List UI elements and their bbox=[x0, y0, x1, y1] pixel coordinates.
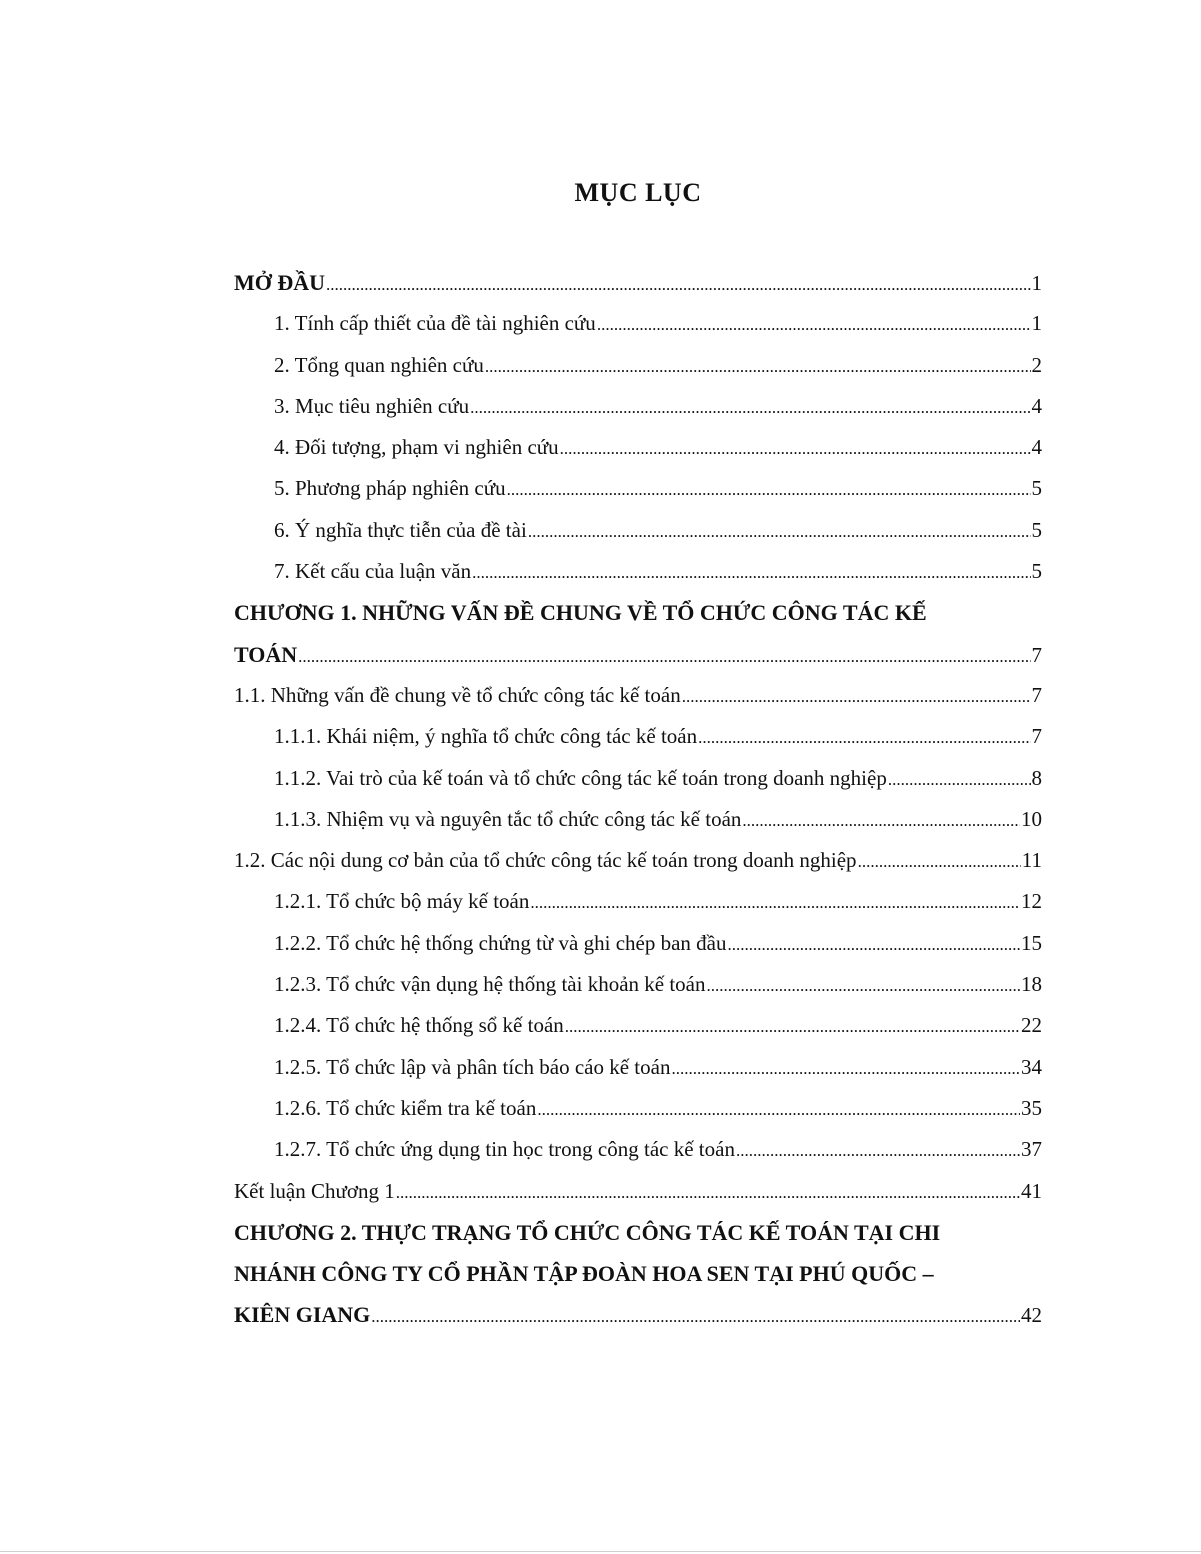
toc-entry[interactable] bbox=[234, 386, 1042, 427]
dot-leader bbox=[371, 1294, 1020, 1337]
toc-entry-text: 4. Đối tượng, phạm vi nghiên cứu bbox=[274, 435, 559, 460]
dot-leader bbox=[472, 551, 1030, 593]
toc-page-number: 5 bbox=[1031, 476, 1042, 501]
toc-entry-text: 1. Tính cấp thiết của đề tài nghiên cứu bbox=[274, 311, 596, 336]
dot-leader bbox=[528, 510, 1031, 552]
toc-entry[interactable] bbox=[234, 1005, 1042, 1046]
toc-entry[interactable] bbox=[234, 345, 1042, 386]
dot-leader bbox=[727, 923, 1020, 965]
toc-entry-text: 1.2.5. Tổ chức lập và phân tích báo cáo kế toán bbox=[274, 1054, 671, 1079]
toc-entry-text: 1.2.6. Tổ chức kiểm tra kế toán bbox=[274, 1095, 537, 1120]
dot-leader bbox=[470, 386, 1030, 428]
toc-entry[interactable] bbox=[234, 468, 1042, 509]
page-bottom-edge bbox=[0, 1551, 1201, 1552]
dot-leader bbox=[537, 1088, 1020, 1130]
toc-entry-text: KIÊN GIANG bbox=[234, 1302, 371, 1328]
toc-entry[interactable] bbox=[234, 716, 1042, 757]
toc-page-number: 5 bbox=[1031, 517, 1042, 542]
dot-leader bbox=[698, 716, 1030, 758]
toc-page-number: 1 bbox=[1031, 271, 1042, 295]
toc-entry[interactable] bbox=[234, 799, 1042, 840]
toc-page-number: 4 bbox=[1031, 393, 1042, 418]
toc-entry[interactable] bbox=[234, 1171, 1042, 1212]
toc-page-number: 1 bbox=[1031, 311, 1042, 336]
toc-entry-text: 1.2.3. Tổ chức vận dụng hệ thống tài khoản kế toán bbox=[274, 972, 706, 997]
dot-leader bbox=[298, 634, 1030, 677]
dot-leader bbox=[507, 468, 1031, 510]
toc-page-number: 18 bbox=[1021, 972, 1042, 997]
dot-leader bbox=[682, 675, 1031, 717]
toc-entry-text: MỞ ĐẦU bbox=[234, 270, 326, 295]
toc-entry[interactable] bbox=[234, 758, 1042, 799]
toc-entry-text: 1.2.2. Tổ chức hệ thống chứng từ và ghi chép ban đầu bbox=[274, 930, 727, 955]
toc-page-number: 34 bbox=[1021, 1054, 1042, 1079]
toc-entry[interactable] bbox=[234, 840, 1042, 881]
toc-entry[interactable] bbox=[234, 1047, 1042, 1088]
table-of-contents bbox=[234, 262, 1042, 1336]
toc-page-number: 35 bbox=[1021, 1095, 1042, 1120]
toc-entry-text: 3. Mục tiêu nghiên cứu bbox=[274, 393, 470, 418]
toc-entry[interactable] bbox=[234, 675, 1042, 716]
dot-leader bbox=[326, 262, 1030, 305]
dot-leader bbox=[736, 1129, 1020, 1171]
dot-leader bbox=[597, 303, 1031, 345]
toc-page-number: 42 bbox=[1021, 1303, 1042, 1328]
toc-entry[interactable] bbox=[234, 303, 1042, 344]
toc-entry[interactable] bbox=[234, 964, 1042, 1005]
dot-leader bbox=[742, 799, 1020, 841]
toc-entry-mo-dau[interactable] bbox=[234, 262, 1042, 303]
toc-entry-text: 1.1.3. Nhiệm vụ và nguyên tắc tổ chức công tác kế toán bbox=[274, 806, 742, 831]
toc-entry[interactable] bbox=[234, 881, 1042, 922]
toc-page-number: 11 bbox=[1021, 848, 1042, 873]
toc-entry-text: 1.2.1. Tổ chức bộ máy kế toán bbox=[274, 889, 530, 914]
toc-entry[interactable] bbox=[234, 510, 1042, 551]
chapter-2-heading-line-1[interactable]: CHƯƠNG 2. THỰC TRẠNG TỔ CHỨC CÔNG TÁC KẾ TOÁN TẠI CHI bbox=[234, 1219, 941, 1245]
toc-page-number: 7 bbox=[1031, 724, 1042, 749]
toc-entry-text: 2. Tổng quan nghiên cứu bbox=[274, 352, 484, 377]
toc-entry-text: TOÁN bbox=[234, 641, 298, 667]
dot-leader bbox=[858, 840, 1021, 882]
toc-page-number: 5 bbox=[1031, 559, 1042, 584]
toc-entry[interactable] bbox=[234, 1129, 1042, 1170]
toc-entry-text: 1.2. Các nội dung cơ bản của tổ chức công tác kế toán trong doanh nghiệp bbox=[234, 848, 857, 873]
toc-page-number: 7 bbox=[1031, 682, 1042, 707]
toc-entry[interactable] bbox=[234, 427, 1042, 468]
toc-page-number: 2 bbox=[1031, 352, 1042, 377]
toc-entry-text: 1.1. Những vấn đề chung về tổ chức công tác kế toán bbox=[234, 682, 681, 707]
toc-entry-text: 1.1.2. Vai trò của kế toán và tổ chức công tác kế toán trong doanh nghiệp bbox=[274, 765, 887, 790]
toc-page-number: 41 bbox=[1021, 1178, 1042, 1203]
chapter-1-heading-line-1[interactable]: CHƯƠNG 1. NHỮNG VẤN ĐỀ CHUNG VỀ TỔ CHỨC CÔNG TÁC KẾ bbox=[234, 600, 927, 626]
toc-page-number: 12 bbox=[1021, 889, 1042, 914]
dot-leader bbox=[565, 1005, 1020, 1047]
toc-entry[interactable] bbox=[234, 923, 1042, 964]
toc-entry[interactable] bbox=[234, 1088, 1042, 1129]
dot-leader bbox=[888, 758, 1031, 800]
toc-entry-text: 7. Kết cấu của luận văn bbox=[274, 559, 472, 584]
toc-entry-chapter-1[interactable] bbox=[234, 634, 1042, 675]
toc-entry-text: 5. Phương pháp nghiên cứu bbox=[274, 476, 506, 501]
toc-entry[interactable] bbox=[234, 551, 1042, 592]
toc-entry-text: 1.2.4. Tổ chức hệ thống sổ kế toán bbox=[274, 1013, 564, 1038]
toc-page-number: 10 bbox=[1021, 806, 1042, 831]
toc-entry-text: 1.1.1. Khái niệm, ý nghĩa tổ chức công tác kế toán bbox=[274, 724, 698, 749]
page-title: MỤC LỤC bbox=[574, 178, 702, 207]
dot-leader bbox=[706, 964, 1020, 1006]
toc-entry-text: 1.2.7. Tổ chức ứng dụng tin học trong công tác kế toán bbox=[274, 1137, 735, 1162]
dot-leader bbox=[396, 1171, 1020, 1213]
toc-page-number: 37 bbox=[1021, 1137, 1042, 1162]
toc-page-number: 7 bbox=[1031, 642, 1042, 667]
dot-leader bbox=[671, 1047, 1020, 1089]
chapter-2-heading-line-2[interactable]: NHÁNH CÔNG TY CỔ PHẦN TẬP ĐOÀN HOA SEN TẠI PHÚ QUỐC – bbox=[234, 1261, 934, 1287]
toc-page-number: 8 bbox=[1031, 765, 1042, 790]
toc-page-number: 15 bbox=[1021, 930, 1042, 955]
dot-leader bbox=[485, 345, 1031, 387]
toc-entry-chapter-2[interactable] bbox=[234, 1294, 1042, 1335]
toc-entry-text: Kết luận Chương 1 bbox=[234, 1178, 395, 1203]
toc-page-number: 4 bbox=[1031, 435, 1042, 460]
dot-leader bbox=[530, 881, 1020, 923]
dot-leader bbox=[560, 427, 1031, 469]
toc-entry-text: 6. Ý nghĩa thực tiễn của đề tài bbox=[274, 517, 527, 542]
toc-page-number: 22 bbox=[1021, 1013, 1042, 1038]
